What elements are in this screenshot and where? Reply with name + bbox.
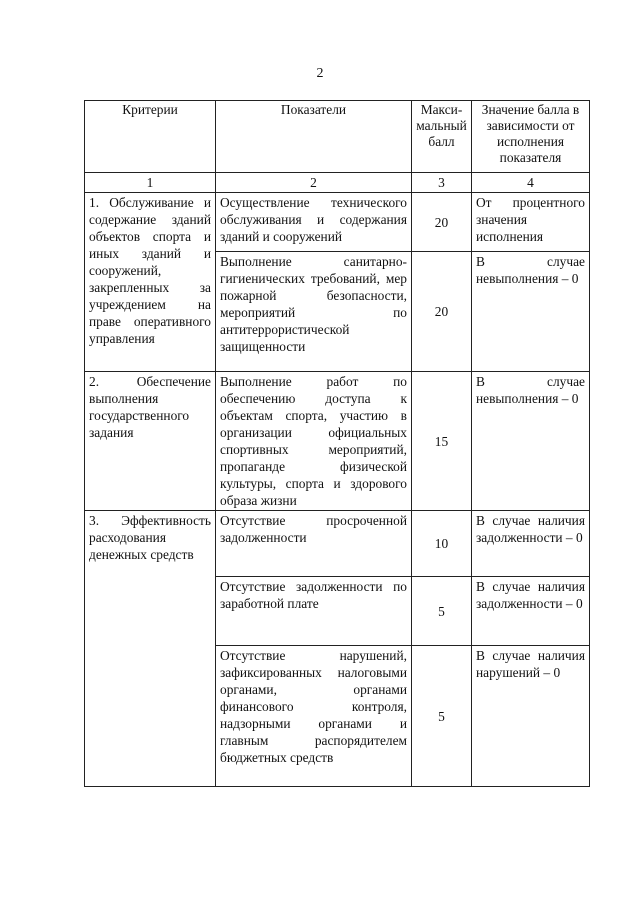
indicator-text: Выполнение санитарно-гигиенических требований, мер пожарной безопасности, мероприятий по антитеррористической защищенности [216, 252, 412, 372]
criterion-name: 1. Обслуживание и содержание зданий объектов спорта и иных зданий и сооружений, закрепленных за учреждением на праве оперативного управления [85, 193, 216, 372]
header-indicators: Показатели [216, 101, 412, 173]
column-number: 3 [412, 173, 472, 193]
header-max-score: Макси-мальный балл [412, 101, 472, 173]
max-score: 20 [412, 193, 472, 252]
max-score: 20 [412, 252, 472, 372]
header-criteria: Критерии [85, 101, 216, 173]
indicator-text: Выполнение работ по обеспечению доступа к объектам спорта, участию в организации официальных спортивных мероприятий, пропаганде физической культуры, спорта и здорового образа жизни [216, 372, 412, 511]
indicator-text: Отсутствие нарушений, зафиксированных налоговыми органами, органами финансового контроля, надзорными органами и главным распорядителем бюджетных средств [216, 646, 412, 787]
indicator-text: Отсутствие просроченной задолженности [216, 511, 412, 577]
score-value: В случае наличия задолженности – 0 [472, 511, 590, 577]
criteria-table [84, 100, 590, 787]
indicator-text: Отсутствие задолженности по заработной плате [216, 577, 412, 646]
max-score: 10 [412, 511, 472, 577]
header-score-value: Значение балла в зависимости от исполнения показателя [472, 101, 590, 173]
column-number: 2 [216, 173, 412, 193]
page-number: 2 [316, 66, 324, 81]
criterion-name: 2. Обеспечение выполнения государственного задания [85, 372, 216, 511]
indicator-text: Осуществление технического обслуживания и содержания зданий и сооружений [216, 193, 412, 252]
max-score: 5 [412, 577, 472, 646]
table-header-row [85, 101, 590, 173]
max-score: 5 [412, 646, 472, 787]
column-number-row [85, 173, 590, 193]
table-row [85, 511, 590, 577]
table-row [85, 193, 590, 252]
column-number: 4 [472, 173, 590, 193]
score-value: От процентного значения исполнения [472, 193, 590, 252]
score-value: В случае невыполнения – 0 [472, 252, 590, 372]
max-score: 15 [412, 372, 472, 511]
table-row [85, 372, 590, 511]
score-value: В случае невыполнения – 0 [472, 372, 590, 511]
score-value: В случае наличия задолженности – 0 [472, 577, 590, 646]
score-value: В случае наличия нарушений – 0 [472, 646, 590, 787]
column-number: 1 [85, 173, 216, 193]
criterion-name: 3. Эффективность расходования денежных средств [85, 511, 216, 787]
